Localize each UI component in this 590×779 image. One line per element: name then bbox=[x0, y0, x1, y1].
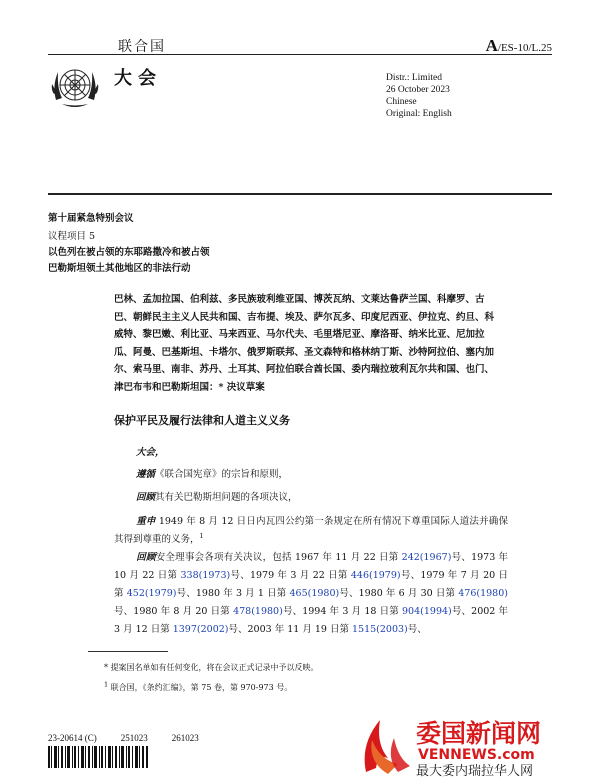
resolution-link-465[interactable]: 465(1980) bbox=[289, 588, 340, 599]
date-code-2: 261023 bbox=[171, 733, 199, 743]
watermark-line3: 最大委内瑞拉华人网 bbox=[416, 764, 534, 779]
sponsors-list bbox=[114, 291, 494, 396]
paragraph-text: 号、2002 年 3 月 12 日第 bbox=[114, 606, 508, 635]
paragraph-text: 号、 bbox=[407, 624, 427, 635]
resolution-link-1515[interactable]: 1515(2003) bbox=[351, 624, 408, 635]
paragraph-text: 号、1979 年 7 月 20 日第 bbox=[114, 570, 508, 599]
agenda-title-line: 巴勒斯坦领土其他地区的非法行动 bbox=[48, 263, 191, 274]
job-number: 23-20614 (C) bbox=[48, 733, 97, 743]
document-symbol bbox=[486, 36, 552, 56]
resolution-link-446[interactable]: 446(1979) bbox=[350, 570, 401, 581]
preamble-paragraph-2 bbox=[114, 489, 508, 507]
paragraph-text: 号、1980 年 3 月 1 日第 bbox=[176, 588, 290, 599]
paragraph-lead: 回顾 bbox=[136, 492, 156, 503]
paragraph-text: 号、1994 年 3 月 18 日第 bbox=[282, 606, 403, 617]
header-bottom-rule bbox=[48, 193, 552, 195]
paragraph-lead: 重申 bbox=[136, 516, 156, 527]
footnote-1 bbox=[104, 682, 292, 693]
footnote-star: * 提案国名单如有任何变化，将在会议正式记录中予以反映。 bbox=[104, 663, 319, 672]
ga-lead: 大会， bbox=[136, 447, 165, 458]
barcode-icon bbox=[48, 746, 148, 768]
resolution-link-242[interactable]: 242(1967) bbox=[401, 552, 452, 563]
language-line: Chinese bbox=[386, 97, 417, 107]
resolution-title: 保护平民及履行法律和人道主义义务 bbox=[114, 414, 290, 427]
agenda-title-line: 以色列在被占领的东耶路撒冷和被占领 bbox=[48, 247, 210, 258]
footnote-rule bbox=[88, 651, 168, 652]
paragraph-text: 安全理事会各项有关决议，包括 1967 年 11 月 22 日第 bbox=[155, 552, 402, 563]
preamble-paragraph-3 bbox=[114, 513, 508, 549]
paragraph-text: 号、1973 年 10 月 22 日第 bbox=[114, 552, 508, 581]
paragraph-lead: 回顾 bbox=[136, 552, 156, 563]
org-name: 联合国 bbox=[118, 39, 166, 55]
date-line: 26 October 2023 bbox=[386, 85, 450, 95]
paragraph-text: 号、1979 年 3 月 22 日第 bbox=[230, 570, 351, 581]
paragraph-text: 其有关巴勒斯坦问题的各项决议， bbox=[155, 492, 298, 503]
date-code-1: 251023 bbox=[120, 733, 148, 743]
preamble-paragraph-1 bbox=[114, 466, 508, 484]
footnote-ref: 1 bbox=[199, 531, 204, 540]
document-number bbox=[48, 733, 223, 743]
distribution-block bbox=[386, 72, 452, 120]
paragraph-text: 号、2003 年 11 月 19 日第 bbox=[228, 624, 352, 635]
resolution-link-478[interactable]: 478(1980) bbox=[233, 606, 283, 617]
distribution-line: Distr.: Limited bbox=[386, 73, 442, 83]
header-rule bbox=[48, 54, 552, 55]
paragraph-text: 号、1980 年 6 月 30 日第 bbox=[339, 588, 459, 599]
watermark-line1: 委国新闻网 bbox=[416, 719, 542, 748]
paragraph-text: 《联合国宪章》的宗旨和原则， bbox=[155, 469, 289, 480]
footnote-text: 联合国，《条约汇编》，第 75 卷，第 970-973 号。 bbox=[108, 683, 293, 692]
general-assembly-line bbox=[114, 444, 508, 462]
resolution-link-452[interactable]: 452(1979) bbox=[126, 588, 177, 599]
agenda-item: 议程项目 5 bbox=[48, 231, 96, 242]
sponsors-suffix: * 决议草案 bbox=[218, 381, 265, 393]
original-language-line: Original: English bbox=[386, 109, 452, 119]
resolution-link-1397[interactable]: 1397(2002) bbox=[172, 624, 229, 635]
un-emblem-icon bbox=[48, 60, 102, 114]
paragraph-text: 1949 年 8 月 12 日日内瓦四公约第一条规定在所有情况下尊重国际人道法并确保其得到尊重的义务， bbox=[114, 516, 508, 545]
session-title: 第十届紧急特别会议 bbox=[48, 213, 134, 224]
resolution-link-476[interactable]: 476(1980) bbox=[458, 588, 508, 599]
agenda-title bbox=[48, 245, 210, 277]
watermark-line2: VENNEWS.com bbox=[418, 747, 535, 763]
sponsors-text: 巴林、孟加拉国、伯利兹、多民族玻利维亚国、博茨瓦纳、文莱达鲁萨兰国、科摩罗、古巴、朝鲜民主主义人民共和国、吉布提、埃及、萨尔瓦多、印度尼西亚、伊拉克、约旦、科威特、黎巴嫩、利比亚、马来西亚、马尔代夫、毛里塔尼亚、摩洛哥、纳米比亚、尼加拉瓜、阿曼、巴基斯坦、卡塔尔、俄罗斯联邦、圣文森特和格林纳丁斯、沙特阿拉伯、塞内加尔、索马里、南非、苏丹、土耳其、阿拉伯联合酋长国、委内瑞拉玻利瓦尔共和国、也门、津巴布韦和巴勒斯坦国： bbox=[114, 294, 495, 393]
paragraph-lead: 遵循 bbox=[136, 469, 156, 480]
site-watermark-logo bbox=[358, 714, 590, 779]
organ-name: 大会 bbox=[114, 68, 162, 89]
preamble-paragraph-4 bbox=[114, 549, 508, 639]
document-symbol-number: /ES-10/L.25 bbox=[497, 42, 552, 54]
footnote-number: 1 bbox=[104, 680, 109, 689]
resolution-link-904[interactable]: 904(1994) bbox=[402, 606, 452, 617]
document-symbol-series: A bbox=[485, 36, 498, 55]
paragraph-text: 号、1980 年 8 月 20 日第 bbox=[114, 606, 234, 617]
resolution-link-338[interactable]: 338(1973) bbox=[180, 570, 231, 581]
